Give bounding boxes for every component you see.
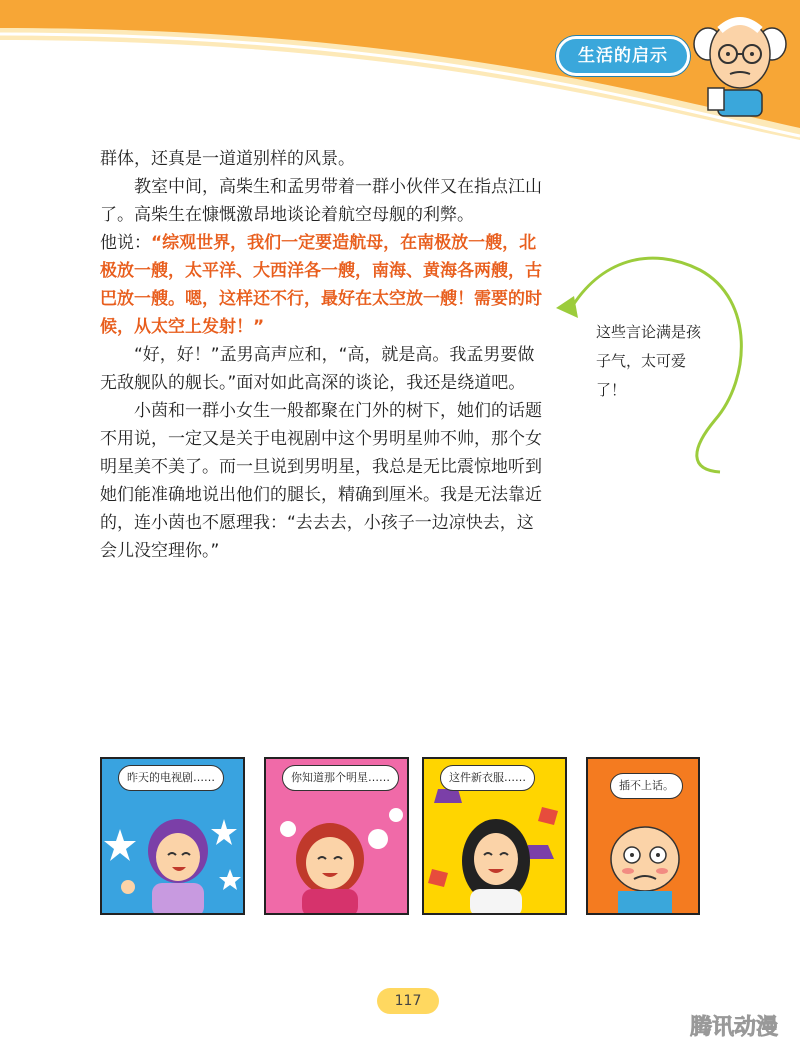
watermark-logo xyxy=(640,1010,780,1040)
comic-panel-1 xyxy=(100,757,245,915)
page-number: 117 xyxy=(377,988,439,1014)
paragraph-5: 小茵和一群小女生一般都聚在门外的树下，她们的话题不用说，一定又是关于电视剧中这个男明星帅不帅，那个女明星美不美了。而一旦说到男明星，我总是无比震惊地听到她们能准确地说出他们的腿长，精确到厘米。我是无法靠近的，连小茵也不愿理我：“去去去，小孩子一边凉快去，这会儿没空理你。” xyxy=(100,401,542,561)
section-label: 生活的启示 xyxy=(556,36,690,76)
speech-bubble: 你知道那个明星…… xyxy=(282,765,399,791)
speech-bubble: 插不上话。 xyxy=(610,773,683,799)
article-body xyxy=(100,145,550,565)
paragraph-3-intro: 他说： xyxy=(100,233,151,253)
paragraph-2: 教室中间，高柴生和孟男带着一群小伙伴又在指点江山了。高柴生在慷慨激昂地谈论着航空母舰的利弊。 xyxy=(100,177,542,225)
paragraph-1: 群体，还真是一道道别样的风景。 xyxy=(100,149,355,169)
comic-panel-2 xyxy=(264,757,409,915)
highlighted-quote: “综观世界，我们一定要造航母，在南极放一艘，北极放一艘，太平洋、大西洋各一艘，南海、黄海各两艘，古巴放一艘。嗯，这样还不行，最好在太空放一艘！需要的时候，从太空上发射！” xyxy=(100,233,542,337)
paragraph-4: “好，好！”孟男高声应和，“高，就是高。我孟男要做无敌舰队的舰长。”面对如此高深的谈论，我还是绕道吧。 xyxy=(100,345,535,393)
comic-strip xyxy=(100,757,700,915)
watermark-text: 腾讯动漫 xyxy=(689,1015,778,1040)
speech-bubble: 昨天的电视剧…… xyxy=(118,765,224,791)
comic-panel-4 xyxy=(586,757,700,915)
speech-bubble: 这件新衣服…… xyxy=(440,765,535,791)
comic-panel-3 xyxy=(422,757,567,915)
side-note: 这些言论满是孩子气，太可爱了！ xyxy=(596,323,702,399)
paragraph-3 xyxy=(100,229,550,341)
grandpa-mascot-icon xyxy=(690,8,790,120)
